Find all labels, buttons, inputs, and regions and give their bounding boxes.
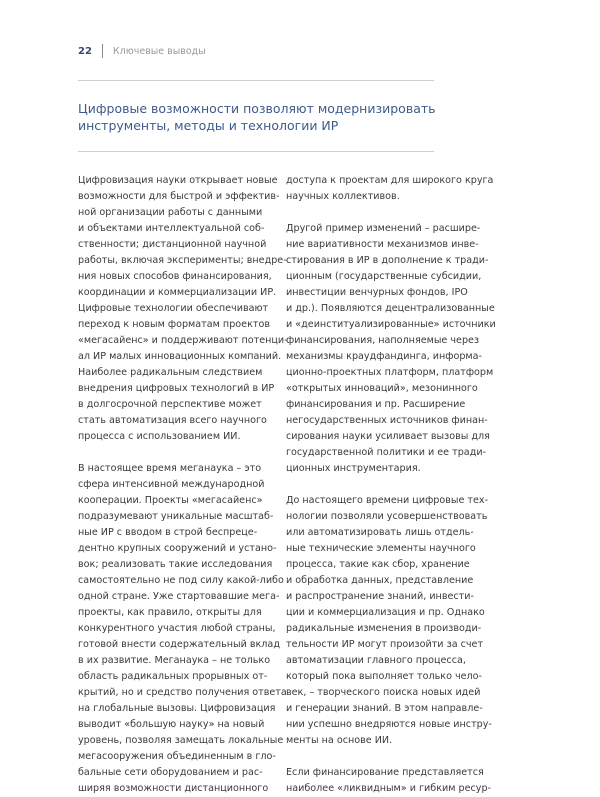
text-line: область радикальных прорывных от- [78, 671, 268, 682]
text-line: или автоматизировать лишь отдель- [286, 527, 474, 538]
text-line: стирования в ИР в дополнение к тради- [286, 255, 489, 266]
paragraph [286, 173, 494, 205]
text-line: ции и коммерциализация и пр. Однако [286, 607, 485, 618]
paragraph [78, 461, 287, 797]
text-line: менты на основе ИИ. [286, 735, 393, 746]
text-line: ционно-проектных платформ, платформ [286, 367, 494, 378]
header-divider [102, 44, 103, 58]
text-line: самостоятельно не под силу какой-либо [78, 575, 284, 586]
text-line: одной стране. Уже стартовавшие мега- [78, 591, 280, 602]
text-line: ные технические элементы научного [286, 543, 476, 554]
text-line: переход к новым форматам проектов [78, 319, 270, 330]
text-line: в их развитие. Меганаука – не только [78, 655, 271, 666]
text-line: и обработка данных, представление [286, 575, 474, 586]
text-line: Другой пример изменений – расшире- [286, 223, 481, 234]
section-name: Ключевые выводы [112, 45, 206, 57]
text-line: уровень, позволяя замещать локальные [78, 735, 284, 746]
top-divider [78, 80, 434, 81]
text-line: наиболее «ликвидным» и гибким ресур- [286, 783, 492, 794]
text-line: процесса с использованием ИИ. [78, 431, 241, 442]
text-line: возможности для быстрой и эффектив- [78, 191, 280, 202]
text-line: и генерации знаний. В этом направле- [286, 703, 483, 714]
text-line: ние вариативности механизмов инве- [286, 239, 479, 250]
paragraph-gap [286, 477, 486, 493]
text-line: внедрения цифровых технологий в ИР [78, 383, 275, 394]
text-line: нологии позволяли усовершенствовать [286, 511, 488, 522]
text-line: доступа к проектам для широкого круга [286, 175, 494, 186]
text-line: финансирования и пр. Расширение [286, 399, 466, 410]
text-line: В настоящее время меганаука – это [78, 463, 262, 474]
text-line: государственной политики и ее тради- [286, 447, 487, 458]
text-line: крытий, но и средство получения ответа [78, 687, 287, 698]
text-line: в долгосрочной перспективе может [78, 399, 262, 410]
text-line: механизмы краудфандинга, информа- [286, 351, 483, 362]
heading-divider [78, 151, 434, 152]
paragraph-gap [78, 445, 278, 461]
text-line: Если финансирование представляется [286, 767, 484, 778]
text-line: «открытых инноваций», мезонинного [286, 383, 478, 394]
paragraph-gap [286, 749, 486, 765]
text-line: кооперации. Проекты «мегасайенс» [78, 495, 263, 506]
paragraph-gap [286, 205, 486, 221]
text-line: сирования науки усиливает вызовы для [286, 431, 490, 442]
page-header [78, 44, 206, 58]
text-line: и объектами интеллектуальной соб- [78, 223, 265, 234]
heading-line: инструменты, методы и технологии ИР [78, 118, 339, 133]
text-line: выводит «большую науку» на новый [78, 719, 265, 730]
text-line: подразумевают уникальные масштаб- [78, 511, 274, 522]
paragraph [286, 221, 496, 477]
text-line: ционных инструментария. [286, 463, 421, 474]
text-line: который пока выполняет только чело- [286, 671, 483, 682]
text-line: научных коллективов. [286, 191, 400, 202]
text-line: нии успешно внедряются новые инстру- [286, 719, 492, 730]
text-line: ные ИР с вводом в строй беспреце- [78, 527, 258, 538]
text-line: Наиболее радикальным следствием [78, 367, 263, 378]
text-line: автоматизации главного процесса, [286, 655, 466, 666]
text-line: ной организации работы с данными [78, 207, 263, 218]
text-line: До настоящего времени цифровые тех- [286, 495, 489, 506]
text-line: работы, включая эксперименты; внедре- [78, 255, 287, 266]
text-line: вок; реализовать такие исследования [78, 559, 273, 570]
text-line: и др.). Появляются децентрализованные [286, 303, 495, 314]
text-line: ния новых способов финансирования, [78, 271, 272, 282]
left-column [78, 173, 288, 797]
text-line: инвестиции венчурных фондов, IPO [286, 287, 468, 298]
text-line: ционным (государственные субсидии, [286, 271, 482, 282]
text-line: «мегасайенс» и поддерживают потенци- [78, 335, 288, 346]
text-line: век, – творческого поиска новых идей [286, 687, 481, 698]
text-line: радикальные изменения в производи- [286, 623, 482, 634]
text-line: финансирования, наполняемые через [286, 335, 480, 346]
text-line: и «деинституализированные» источники [286, 319, 496, 330]
text-line: дентно крупных сооружений и устано- [78, 543, 277, 554]
paragraph [286, 765, 492, 797]
text-line: координации и коммерциализации ИР. [78, 287, 277, 298]
paragraph [286, 493, 492, 749]
text-line: Цифровизация науки открывает новые [78, 175, 278, 186]
text-line: негосударственных источников финан- [286, 415, 488, 426]
text-line: ширяя возможности дистанционного [78, 783, 269, 794]
text-line: бальные сети оборудованием и рас- [78, 767, 263, 778]
page-number: 22 [78, 45, 92, 57]
text-line: процесса, такие как сбор, хранение [286, 559, 470, 570]
text-line: мегасооружения объединенным в гло- [78, 751, 276, 762]
heading-line: Цифровые возможности позволяют модернизировать [78, 101, 436, 116]
text-line: готовой внести содержательный вклад [78, 639, 280, 650]
text-line: и распространение знаний, инвести- [286, 591, 474, 602]
text-line: стать автоматизация всего научного [78, 415, 267, 426]
text-line: конкурентного участия любой страны, [78, 623, 276, 634]
text-line: тельности ИР могут произойти за счет [286, 639, 484, 650]
text-line: сфера интенсивной международной [78, 479, 265, 490]
text-line: ственности; дистанционной научной [78, 239, 267, 250]
text-line: ал ИР малых инновационных компаний. [78, 351, 282, 362]
text-line: Цифровые технологии обеспечивают [78, 303, 269, 314]
right-column [286, 173, 496, 797]
text-line: на глобальные вызовы. Цифровизация [78, 703, 276, 714]
section-heading [78, 100, 458, 134]
paragraph [78, 173, 288, 445]
text-line: проекты, как правило, открыты для [78, 607, 262, 618]
